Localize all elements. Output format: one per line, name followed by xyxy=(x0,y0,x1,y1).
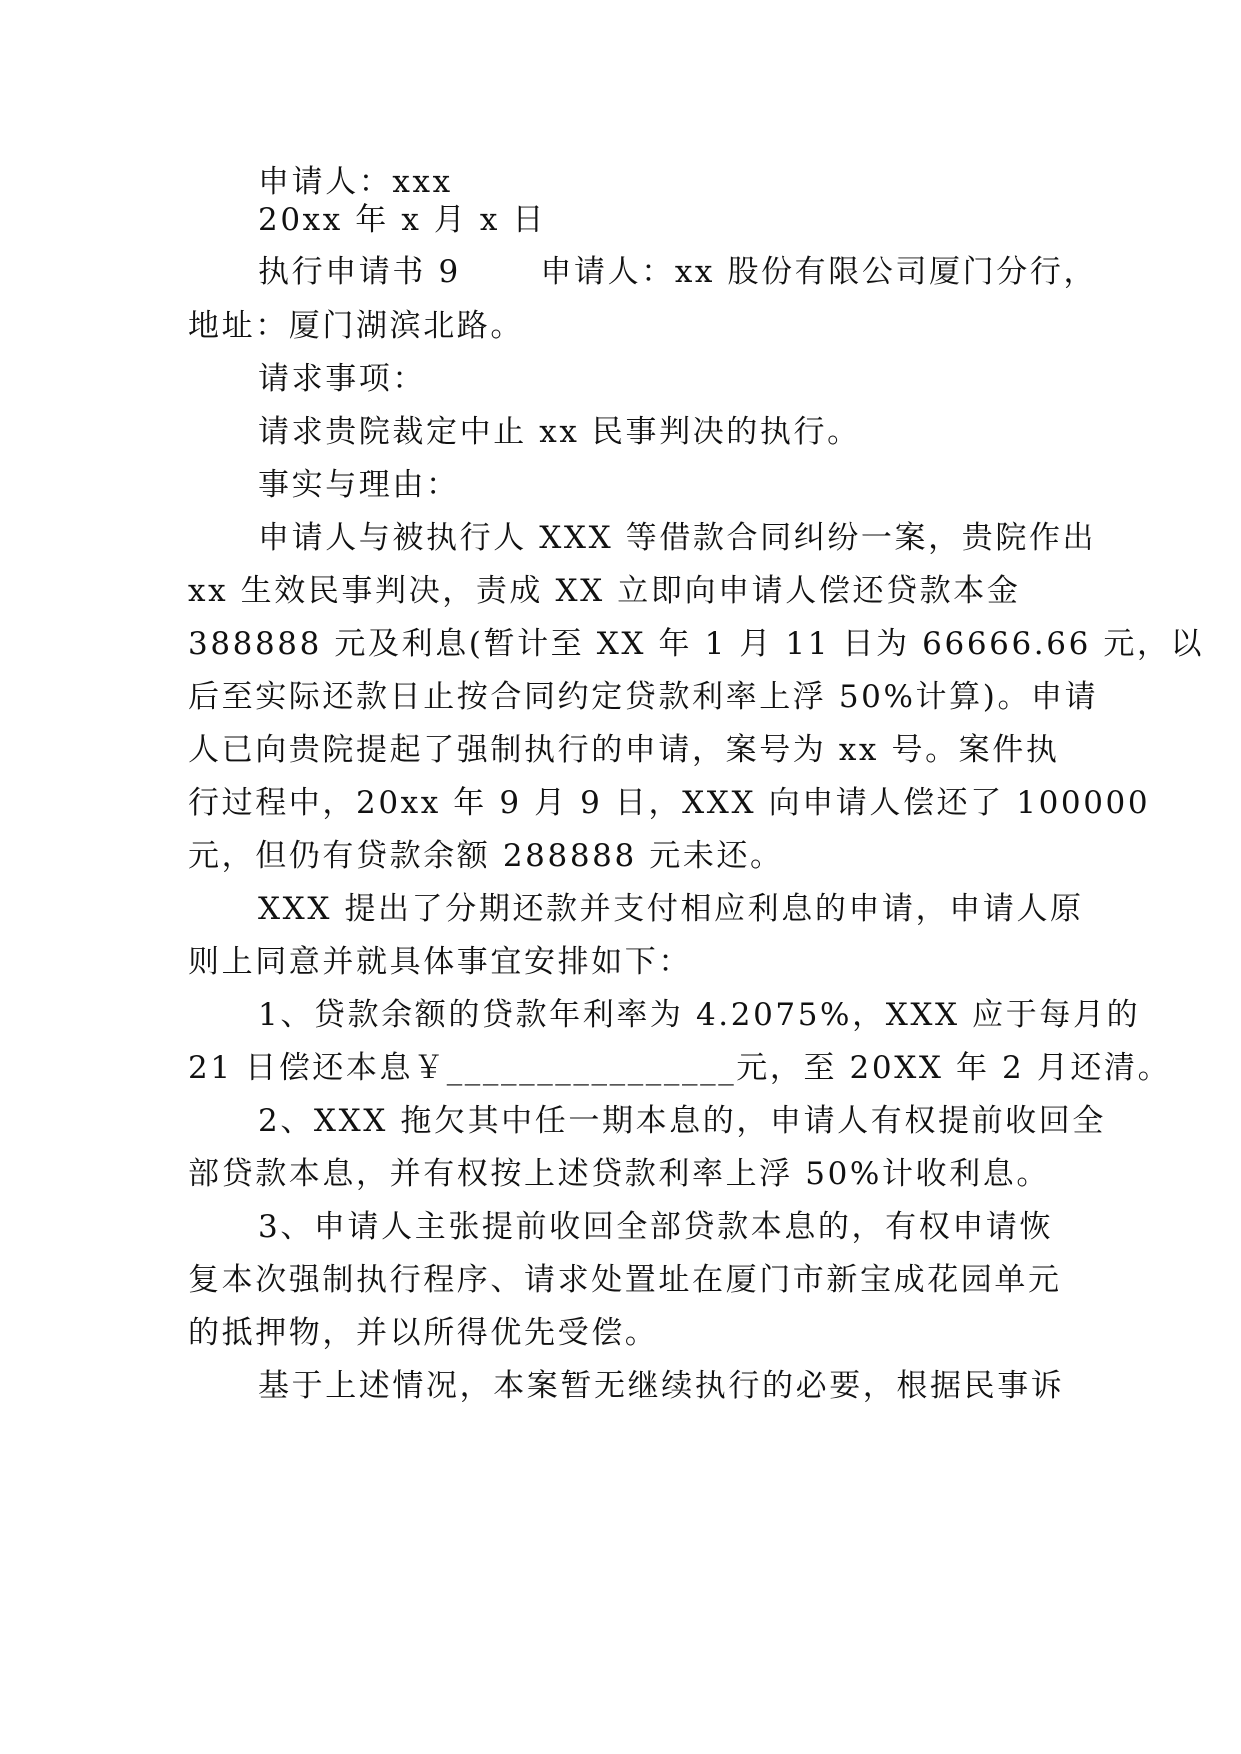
paragraph-line: 后至实际还款日止按合同约定贷款利率上浮 50%计算)。申请 xyxy=(188,679,1099,715)
conclusion-line: 基于上述情况，本案暂无继续执行的必要，根据民事诉 xyxy=(258,1368,1065,1404)
list-item-2: 2、XXX 拖欠其中任一期本息的，申请人有权提前收回全 xyxy=(258,1103,1106,1139)
address-line: 地址：厦门湖滨北路。 xyxy=(188,308,524,344)
list-item-1: 1、贷款余额的贷款年利率为 4.2075%，XXX 应于每月的 xyxy=(258,997,1141,1033)
request-text: 请求贵院裁定中止 xx 民事判决的执行。 xyxy=(258,414,861,450)
paragraph-line: XXX 提出了分期还款并支付相应利息的申请，申请人原 xyxy=(258,891,1084,927)
paragraph-line: 申请人与被执行人 XXX 等借款合同纠纷一案，贵院作出 xyxy=(258,520,1097,556)
request-heading: 请求事项： xyxy=(258,361,426,397)
list-item-3: 3、申请人主张提前收回全部贷款本息的，有权申请恢 xyxy=(258,1209,1054,1245)
paragraph-line: xx 生效民事判决，责成 XX 立即向申请人偿还贷款本金 xyxy=(188,573,1021,609)
paragraph-line: 388888 元及利息(暂计至 XX 年 1 月 11 日为 66666.66 元，以 xyxy=(188,626,1205,662)
applicant-signature-line: 申请人：xxx xyxy=(258,164,453,200)
list-item-2-continued: 部贷款本息，并有权按上述贷款利率上浮 50%计收利息。 xyxy=(188,1156,1050,1192)
paragraph-line: 元，但仍有贷款余额 288888 元未还。 xyxy=(188,838,784,874)
list-item-3-continued: 的抵押物，并以所得优先受偿。 xyxy=(188,1315,659,1351)
date-line: 20xx 年 x 月 x 日 xyxy=(258,202,547,238)
paragraph-line: 则上同意并就具体事宜安排如下： xyxy=(188,944,692,980)
list-item-3-continued: 复本次强制执行程序、请求处置址在厦门市新宝成花园单元 xyxy=(188,1262,1062,1298)
heading-applicant-line: 执行申请书 9 申请人：xx 股份有限公司厦门分行， xyxy=(258,254,1098,290)
paragraph-line: 人已向贵院提起了强制执行的申请，案号为 xx 号。案件执 xyxy=(188,732,1060,768)
list-item-1-continued: 21 日偿还本息￥________________元，至 20XX 年 2 月还清。 xyxy=(188,1050,1172,1086)
facts-heading: 事实与理由： xyxy=(258,467,460,503)
paragraph-line: 行过程中，20xx 年 9 月 9 日，XXX 向申请人偿还了 100000 xyxy=(188,785,1151,821)
